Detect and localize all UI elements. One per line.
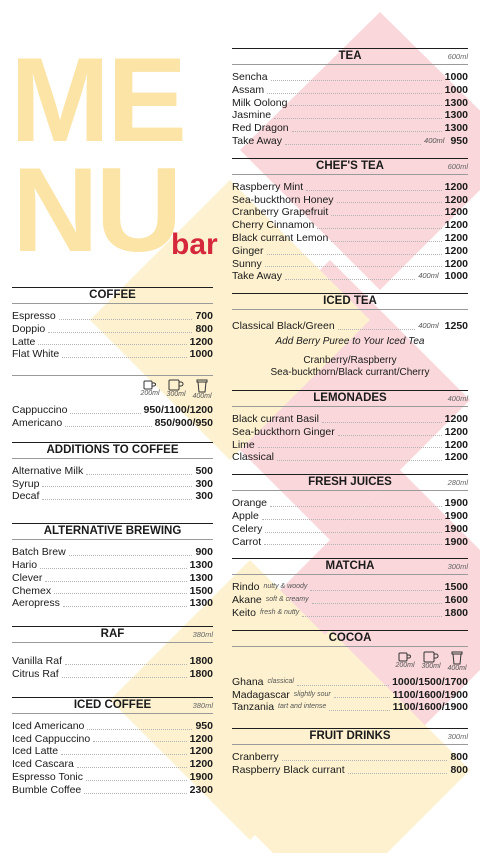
menu-item — [12, 559, 213, 572]
dot-leader — [322, 422, 442, 423]
dot-leader — [86, 474, 192, 475]
menu-item — [232, 413, 468, 426]
item-name: Flat White — [12, 348, 60, 361]
chefs-tea-section — [232, 158, 468, 283]
menu-item — [12, 336, 213, 349]
item-name: Rindo — [232, 581, 260, 594]
item-name: Madagascar — [232, 688, 290, 701]
item-name: Sea-buckthorn Honey — [232, 193, 334, 206]
item-price: 700 — [195, 310, 213, 322]
section-volume: 280ml — [447, 478, 468, 488]
dot-leader — [271, 80, 442, 81]
dot-leader — [290, 105, 441, 106]
menu-item — [232, 523, 468, 536]
section-header — [12, 626, 213, 643]
item-name: Bumble Coffee — [12, 783, 82, 796]
section-volume: 300ml — [447, 562, 468, 572]
item-price: 950/1100/1200 — [143, 404, 213, 417]
dot-leader — [69, 555, 193, 556]
item-price: 1000 — [189, 348, 213, 361]
item-price: 1500 — [444, 581, 468, 594]
item-price: 800 — [450, 751, 468, 764]
cup-size-label: 300ml — [421, 662, 441, 670]
item-name: Cranberry Grapefruit — [232, 206, 329, 219]
item-name: Sunny — [232, 257, 262, 270]
section-volume: 400ml — [447, 393, 468, 403]
cup-sizes — [12, 379, 213, 400]
menu-item — [232, 320, 468, 333]
dot-leader — [338, 329, 416, 330]
dot-leader — [267, 93, 442, 94]
iced-tea-note: Add Berry Puree to Your Iced Tea — [275, 335, 425, 347]
section-title: ADDITIONS TO COFFEE — [46, 443, 179, 456]
takeaway-cup-icon — [196, 379, 208, 393]
dot-leader — [63, 606, 187, 607]
section-header — [232, 728, 468, 745]
dot-leader — [331, 241, 441, 242]
item-name: Assam — [232, 83, 265, 96]
menu-item — [12, 478, 213, 491]
dot-leader — [277, 460, 442, 461]
item-price: 1200 — [444, 231, 468, 244]
item-name: Espresso — [12, 310, 56, 322]
item-name: Alternative Milk — [12, 464, 84, 477]
item-note: classical — [267, 677, 294, 685]
divider — [12, 375, 213, 376]
menu-item — [12, 310, 213, 323]
dot-leader — [312, 603, 442, 604]
menu-item — [12, 758, 213, 771]
item-note: soft & creamy — [265, 596, 309, 604]
dot-leader — [265, 532, 441, 533]
section-title: FRESH JUICES — [308, 476, 392, 489]
item-price: 1300 — [189, 597, 213, 610]
item-price: 1200 — [444, 257, 468, 270]
item-price: 1200 — [444, 412, 468, 425]
cup-small — [139, 379, 161, 400]
dot-leader — [65, 426, 151, 427]
cup-sizes — [232, 651, 468, 672]
menu-item — [232, 689, 468, 702]
dot-leader — [331, 215, 441, 216]
item-name: Hario — [12, 558, 38, 571]
dot-leader — [42, 499, 192, 500]
cup-size-label: 400ml — [447, 664, 467, 672]
menu-item — [232, 764, 468, 777]
item-name: Sea-buckthorn Ginger — [232, 425, 335, 438]
menu-item — [232, 594, 468, 607]
menu-item — [232, 497, 468, 510]
tea-section — [232, 48, 468, 148]
item-name: Sencha — [232, 71, 268, 83]
item-price: 1900 — [444, 509, 468, 522]
menu-title-line2: NU — [12, 143, 180, 277]
section-volume: 300ml — [447, 732, 468, 742]
menu-title-line1: ME — [10, 33, 184, 167]
dot-leader — [270, 506, 442, 507]
menu-item — [232, 84, 468, 97]
coffee-section — [12, 287, 213, 430]
section-title: CHEF'S TEA — [316, 159, 384, 172]
menu-item — [12, 771, 213, 784]
item-price: 1900 — [444, 522, 468, 535]
item-price: 1200 — [189, 758, 213, 771]
item-name: Carrot — [232, 535, 262, 548]
additions-section — [12, 442, 213, 503]
section-title: ICED COFFEE — [73, 698, 152, 711]
section-header — [232, 474, 468, 491]
cup-small-icon — [143, 379, 157, 390]
menu-item — [232, 109, 468, 122]
item-name: Milk Oolong — [232, 96, 288, 109]
menu-item — [12, 404, 213, 417]
item-price: 1900 — [444, 535, 468, 548]
section-volume: 380ml — [192, 700, 213, 710]
dot-leader — [70, 413, 140, 414]
menu-item — [232, 676, 468, 689]
menu-item — [12, 348, 213, 361]
cup-large — [191, 379, 213, 400]
item-price: 2300 — [189, 783, 213, 796]
lemonades-section — [232, 390, 468, 464]
menu-item — [232, 451, 468, 464]
dot-leader — [258, 447, 442, 448]
item-price: 1200 — [444, 180, 468, 193]
cup-size-label: 200ml — [395, 661, 415, 669]
menu-item — [12, 585, 213, 598]
raf-section — [12, 626, 213, 681]
item-price: 800 — [450, 763, 468, 776]
dot-leader — [61, 754, 187, 755]
menu-item — [232, 258, 468, 271]
section-header — [12, 523, 213, 540]
item-price: 1200 — [444, 219, 468, 232]
section-title: ICED TEA — [323, 295, 377, 308]
menu-item — [12, 720, 213, 733]
menu-item — [12, 655, 213, 668]
menu-item — [12, 490, 213, 503]
item-name: Americano — [12, 416, 63, 429]
item-note: slightly sour — [293, 690, 331, 698]
dot-leader — [297, 685, 389, 686]
dot-leader — [274, 118, 442, 119]
item-name: Aeropress — [12, 597, 60, 610]
menu-item-takeaway — [232, 135, 468, 148]
menu-item — [232, 536, 468, 549]
dot-leader — [65, 664, 187, 665]
menu-item — [232, 219, 468, 232]
section-title: LEMONADES — [313, 391, 387, 404]
cup-size-label: 200ml — [140, 390, 160, 398]
item-name: Doppio — [12, 322, 46, 335]
item-name: Lime — [232, 438, 255, 451]
section-header — [232, 48, 468, 65]
item-price: 1200 — [444, 438, 468, 451]
item-price: 1500 — [189, 584, 213, 597]
item-name: Latte — [12, 335, 36, 348]
section-title: TEA — [338, 50, 362, 62]
item-price: 950 — [450, 134, 468, 147]
dot-leader — [267, 254, 442, 255]
item-price: 900 — [195, 546, 213, 559]
menu-item — [232, 194, 468, 207]
dot-leader — [86, 780, 187, 781]
menu-item — [232, 206, 468, 219]
iced-tea-options-2: Sea-buckthorn/Black currant/Cherry — [270, 367, 430, 379]
item-price: 950 — [195, 719, 213, 732]
section-header — [232, 558, 468, 575]
dot-leader — [93, 741, 186, 742]
right-column — [232, 48, 468, 787]
cup-small-icon — [398, 651, 412, 662]
item-price: 850/900/950 — [154, 416, 213, 429]
matcha-section — [232, 558, 468, 619]
item-name: Ginger — [232, 244, 264, 257]
dot-leader — [338, 435, 442, 436]
item-name: Clever — [12, 571, 43, 584]
dot-leader — [292, 131, 442, 132]
section-title: MATCHA — [325, 560, 375, 573]
menu-item — [232, 439, 468, 452]
item-price: 1300 — [189, 571, 213, 584]
item-volume: 400ml — [418, 321, 439, 331]
menu-item — [232, 701, 468, 714]
cup-size-label: 400ml — [192, 393, 212, 401]
section-title: ALTERNATIVE BREWING — [43, 525, 182, 538]
section-header — [232, 293, 468, 310]
item-name: Ghana — [232, 675, 264, 688]
item-price: 800 — [195, 322, 213, 335]
item-volume: 400ml — [418, 271, 439, 281]
item-volume: 400ml — [424, 135, 445, 145]
dot-leader — [48, 332, 192, 333]
cup-small — [394, 651, 416, 672]
item-note: nutty & woody — [263, 583, 308, 591]
cup-medium — [420, 651, 442, 672]
menu-item — [232, 71, 468, 84]
menu-item-takeaway — [232, 270, 468, 283]
dot-leader — [40, 568, 187, 569]
cup-large — [446, 651, 468, 672]
item-name: Raspberry Black currant — [232, 763, 345, 776]
dot-leader — [87, 729, 192, 730]
alt-brewing-section — [12, 523, 213, 610]
dot-leader — [45, 581, 186, 582]
menu-item — [232, 607, 468, 620]
item-note: tart and intense — [278, 703, 327, 711]
item-price: 1200 — [444, 425, 468, 438]
item-name: Espresso Tonic — [12, 770, 84, 783]
item-price: 1200 — [444, 206, 468, 219]
menu-item — [12, 668, 213, 681]
item-name: Iced Cappuccino — [12, 732, 91, 745]
item-price: 1200 — [444, 193, 468, 206]
menu-item — [12, 745, 213, 758]
section-volume: 380ml — [192, 630, 213, 640]
menu-item — [12, 597, 213, 610]
section-volume: 600ml — [447, 52, 468, 61]
item-name: Classical — [232, 451, 275, 464]
item-price: 1300 — [444, 122, 468, 135]
dot-leader — [282, 760, 448, 761]
item-price: 1300 — [444, 96, 468, 109]
item-price: 1000/1500/1700 — [392, 675, 468, 688]
cup-medium-icon — [423, 651, 439, 663]
left-column — [12, 287, 213, 807]
bar-label: bar — [171, 228, 218, 261]
item-name: Take Away — [232, 270, 283, 283]
section-header — [232, 630, 468, 647]
dot-leader — [84, 793, 186, 794]
cup-medium — [165, 379, 187, 400]
menu-item — [12, 572, 213, 585]
item-name: Vanilla Raf — [12, 655, 62, 668]
item-name: Syrup — [12, 477, 40, 490]
item-name: Black currant Lemon — [232, 231, 329, 244]
item-price: 500 — [195, 464, 213, 477]
item-price: 1300 — [444, 109, 468, 122]
item-price: 1600 — [444, 594, 468, 607]
dot-leader — [337, 202, 442, 203]
cocoa-section — [232, 630, 468, 714]
item-price: 1800 — [189, 655, 213, 668]
menu-item — [12, 465, 213, 478]
item-name: Iced Cascara — [12, 758, 74, 771]
section-header — [12, 442, 213, 459]
dot-leader — [77, 767, 187, 768]
item-name: Iced Latte — [12, 745, 59, 758]
dot-leader — [62, 677, 187, 678]
item-note: fresh & nutty — [259, 608, 300, 616]
section-header — [12, 697, 213, 714]
item-name: Red Dragon — [232, 122, 289, 135]
item-name: Decaf — [12, 490, 40, 503]
item-price: 1000 — [444, 270, 468, 283]
menu-item — [232, 426, 468, 439]
item-name: Classical Black/Green — [232, 320, 335, 333]
section-volume: 600ml — [447, 161, 468, 171]
dot-leader — [62, 357, 186, 358]
dot-leader — [302, 616, 441, 617]
item-name: Cranberry — [232, 751, 279, 764]
dot-leader — [310, 590, 441, 591]
item-price: 1100/1600/1900 — [392, 688, 468, 701]
dot-leader — [59, 319, 193, 320]
iced-tea-options-1: Cranberry/Raspberry — [303, 354, 397, 366]
cup-size-label: 300ml — [166, 391, 186, 399]
item-name: Take Away — [232, 134, 283, 147]
item-name: Apple — [232, 509, 259, 522]
cup-medium-icon — [168, 379, 184, 391]
menu-item — [232, 245, 468, 258]
dot-leader — [54, 593, 187, 594]
item-name: Akane — [232, 594, 262, 607]
menu-item — [12, 323, 213, 336]
item-name: Chemex — [12, 584, 52, 597]
item-name: Raspberry Mint — [232, 180, 304, 193]
item-name: Keito — [232, 606, 256, 619]
item-price: 1200 — [189, 335, 213, 348]
item-price: 1900 — [444, 497, 468, 510]
dot-leader — [42, 486, 192, 487]
menu-item — [232, 122, 468, 135]
item-price: 1200 — [189, 732, 213, 745]
item-price: 300 — [195, 490, 213, 503]
dot-leader — [285, 144, 421, 145]
dot-leader — [265, 266, 442, 267]
item-name: Tanzania — [232, 701, 275, 714]
item-name: Citrus Raf — [12, 667, 59, 680]
dot-leader — [317, 228, 441, 229]
dot-leader — [285, 279, 415, 280]
menu-item — [232, 510, 468, 523]
menu-item — [232, 751, 468, 764]
item-price: 1200 — [189, 745, 213, 758]
menu-item — [232, 232, 468, 245]
item-name: Celery — [232, 522, 263, 535]
item-name: Black currant Basil — [232, 412, 319, 425]
menu-item — [12, 417, 213, 430]
menu-item — [232, 181, 468, 194]
section-header — [12, 287, 213, 304]
dot-leader — [264, 544, 441, 545]
item-name: Orange — [232, 497, 268, 510]
takeaway-cup-icon — [451, 651, 463, 665]
item-name: Cappuccino — [12, 404, 68, 417]
section-title: FRUIT DRINKS — [309, 730, 391, 743]
item-name: Iced Americano — [12, 719, 85, 732]
item-price: 1200 — [444, 451, 468, 464]
dot-leader — [38, 344, 186, 345]
item-price: 1000 — [444, 83, 468, 96]
item-price: 300 — [195, 477, 213, 490]
dot-leader — [329, 710, 389, 711]
dot-leader — [262, 519, 442, 520]
section-title: COFFEE — [89, 289, 136, 301]
item-price: 1200 — [444, 244, 468, 257]
item-name: Jasmine — [232, 109, 272, 122]
section-title: COCOA — [328, 631, 372, 644]
iced-tea-section — [232, 293, 468, 380]
item-price: 1100/1600/1900 — [392, 701, 468, 714]
menu-item — [232, 97, 468, 110]
section-header — [232, 390, 468, 407]
menu-item — [12, 546, 213, 559]
dot-leader — [348, 773, 448, 774]
item-price: 1000 — [444, 71, 468, 83]
item-price: 1800 — [444, 606, 468, 619]
item-price: 1250 — [444, 320, 468, 333]
section-title: RAF — [100, 628, 125, 641]
menu-item — [12, 784, 213, 797]
item-name: Cherry Cinnamon — [232, 219, 315, 232]
menu-item — [232, 581, 468, 594]
item-price: 1800 — [189, 667, 213, 680]
section-header — [232, 158, 468, 175]
iced-coffee-section — [12, 697, 213, 797]
juices-section — [232, 474, 468, 548]
menu-item — [12, 733, 213, 746]
dot-leader — [306, 190, 441, 191]
fruit-drinks-section — [232, 728, 468, 777]
item-price: 1900 — [189, 770, 213, 783]
item-price: 1300 — [189, 558, 213, 571]
item-name: Batch Brew — [12, 546, 66, 559]
dot-leader — [334, 697, 390, 698]
